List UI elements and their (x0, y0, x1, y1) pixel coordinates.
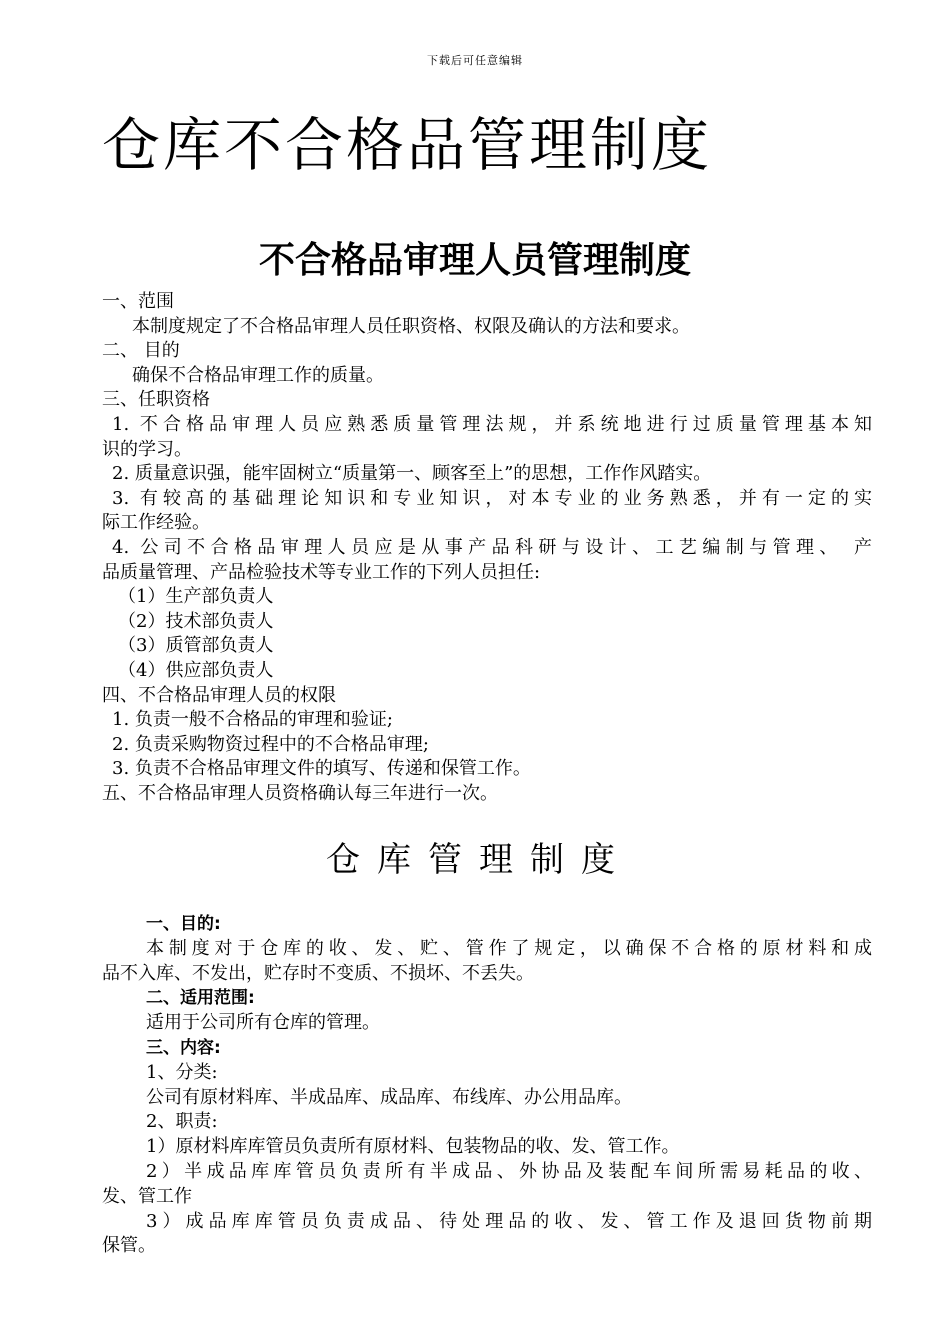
section-warehouse-body (102, 912, 872, 1259)
list-item: 1）原材料库库管员负责所有原材料、包装物品的收、发、管工作。 (146, 1136, 680, 1158)
list-item: 2）半成品库库管员负责所有半成品、外协品及装配车间所需易耗品的收、 (146, 1160, 872, 1182)
paragraph: 确保不合格品审理工作的质量。 (132, 364, 384, 386)
list-item: 3. 有较高的基础理论知识和专业知识，对本专业的业务熟悉，并有一定的实 (112, 487, 872, 509)
list-item: 2. 质量意识强，能牢固树立“质量第一、顾客至上”的思想，工作作风踏实。 (112, 463, 712, 485)
heading-applicable-scope: 二、适用范围: (146, 988, 255, 1009)
sub-heading-classification: 1、分类: (146, 1061, 218, 1083)
list-item: 2. 负责采购物资过程中的不合格品审理; (112, 733, 429, 755)
document-title: 仓库不合格品管理制度 (102, 111, 713, 179)
list-item: 3. 负责不合格品审理文件的填写、传递和保管工作。 (112, 758, 531, 780)
section-title-review-personnel: 不合格品审理人员管理制度 (258, 240, 691, 281)
list-item: 1. 不合格品审理人员应熟悉质量管理法规，并系统地进行过质量管理基本知 (112, 413, 872, 435)
sub-list-item: （3）质管部负责人 (118, 635, 274, 657)
page-header: 下载后可任意编辑 (427, 54, 523, 67)
sub-list-item: （2）技术部负责人 (118, 610, 274, 632)
list-item-continuation: 发、管工作 (102, 1185, 192, 1207)
list-item: 1. 负责一般不合格品的审理和验证; (112, 709, 393, 731)
heading-qualification: 三、任职资格 (102, 389, 210, 411)
list-item-continuation: 品质量管理、产品检验技术等专业工作的下列人员担任: (102, 561, 541, 583)
paragraph: 本制度对于仓库的收、发、贮、管作了规定，以确保不合格的原材料和成 (146, 937, 872, 959)
paragraph: 本制度规定了不合格品审理人员任职资格、权限及确认的方法和要求。 (132, 315, 690, 337)
list-item-continuation: 保管。 (102, 1235, 156, 1257)
heading-confirmation: 五、不合格品审理人员资格确认每三年进行一次。 (102, 782, 498, 804)
heading-scope: 一、范围 (102, 291, 174, 312)
sub-list-item: （4）供应部负责人 (118, 659, 274, 681)
section-review-personnel-body (102, 290, 872, 806)
list-item-continuation: 际工作经验。 (102, 512, 210, 534)
paragraph-continuation: 品不入库、不发出，贮存时不变质、不损坏、不丢失。 (102, 962, 534, 984)
sub-heading-responsibilities: 2、职责: (146, 1111, 218, 1133)
list-item-continuation: 识的学习。 (102, 438, 192, 460)
list-item: 4. 公司不合格品审理人员应是从事产品科研与设计、工艺编制与管理、 产 (112, 536, 872, 558)
section-title-warehouse: 仓库管理制度 (326, 840, 632, 880)
paragraph: 适用于公司所有仓库的管理。 (146, 1012, 380, 1034)
heading-authority: 四、不合格品审理人员的权限 (102, 684, 336, 706)
heading-purpose: 二、 目的 (102, 340, 180, 362)
paragraph: 公司有原材料库、半成品库、成品库、布线库、办公用品库。 (146, 1086, 632, 1108)
sub-list-item: （1）生产部负责人 (118, 586, 274, 608)
list-item: 3）成品库库管员负责成品、待处理品的收、发、管工作及退回货物前期 (146, 1210, 872, 1232)
heading-content: 三、内容: (146, 1037, 221, 1058)
heading-objective: 一、目的: (146, 914, 221, 934)
